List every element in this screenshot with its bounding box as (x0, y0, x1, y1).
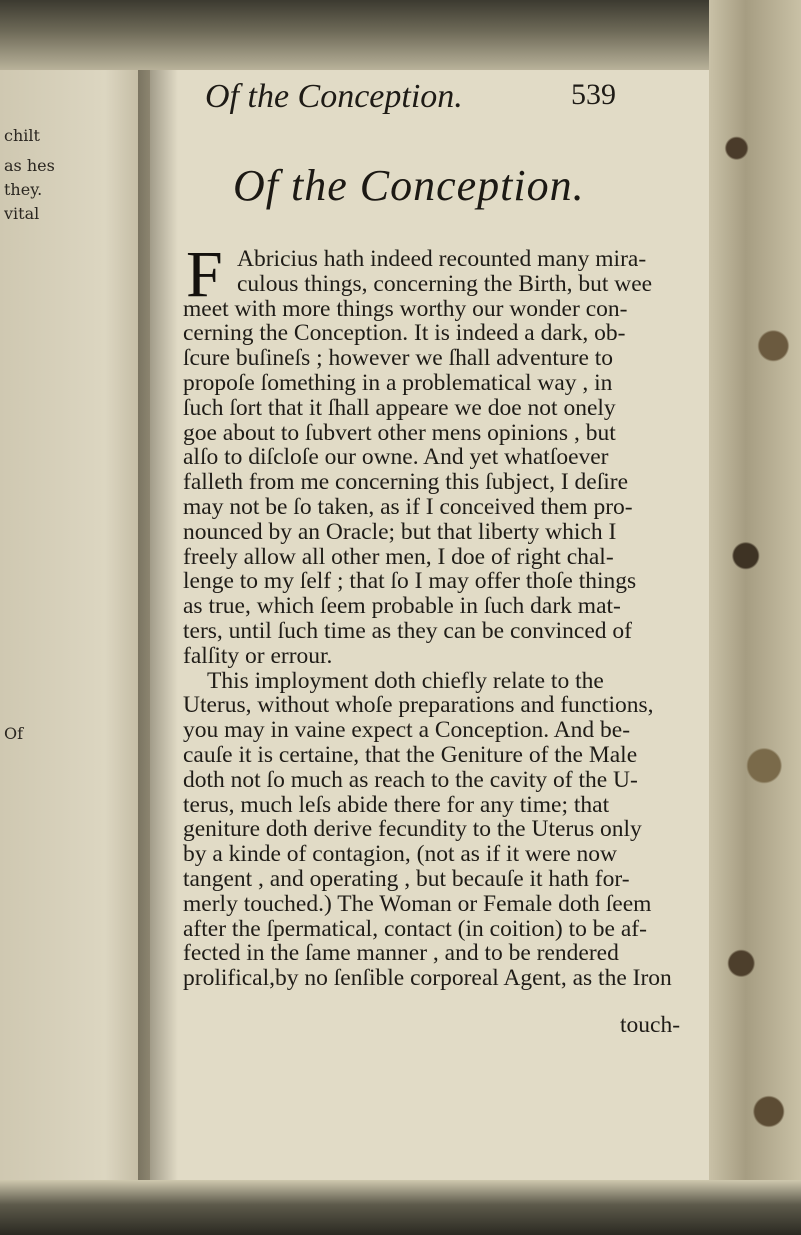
text-line: fected in the ſame manner , and to be rendered (183, 940, 619, 967)
text-line: you may in vaine expect a Conception. And be- (183, 717, 631, 744)
drop-cap: F (186, 238, 223, 311)
margin-fragment: chilt (4, 126, 40, 145)
margin-fragment: they. (4, 180, 43, 199)
text-line: may not be ſo taken, as if I conceived them pro- (183, 493, 633, 520)
text-line: nounced by an Oracle; but that liberty which I (183, 518, 617, 545)
text-line: This imployment doth chiefly relate to the (207, 667, 604, 694)
text-line: Uterus, without whoſe preparations and functions, (183, 692, 654, 719)
margin-fragment: Of (4, 724, 24, 743)
text-line: geniture doth derive fecundity to the Uterus only (183, 816, 642, 843)
text-line: goe about to ſubvert other mens opinions , but (183, 419, 616, 446)
margin-fragment: as hes (4, 156, 55, 175)
text-line: ters, until ſuch time as they can be convinced of (183, 617, 632, 644)
text-line: cauſe it is certaine, that the Geniture of the Male (183, 741, 638, 768)
catchword: touch- (620, 1012, 681, 1038)
running-title: Of the Conception. (205, 78, 463, 115)
text-line: freely allow all other men, I doe of right chal- (183, 543, 614, 570)
page-number: 539 (571, 78, 616, 111)
text-line: prolifical,by no ſenſible corporeal Agent, as the Iron (183, 965, 672, 992)
text-line: falleth from me concerning this ſubject, I deſire (183, 469, 629, 496)
text-line: as true, which ſeem probable in ſuch dark mat- (183, 593, 621, 620)
margin-fragment: vital (4, 204, 40, 223)
text-line: merly touched.) The Woman or Female doth ſeem (183, 890, 652, 917)
text-line: propoſe ſomething in a problematical way , in (183, 369, 613, 396)
book-top-edge (0, 0, 801, 70)
text-line: alſo to diſcloſe our owne. And yet whatſoever (183, 444, 609, 471)
text-line: tangent , and operating , but becauſe it hath for- (183, 865, 630, 892)
body-text (183, 238, 768, 992)
text-line: falſity or errour. (183, 642, 333, 669)
book-bottom-edge (0, 1180, 801, 1235)
text-line: by a kinde of contagion, (not as if it were now (183, 841, 617, 868)
text-line: ſuch ſort that it ſhall appeare we doe not onely (183, 394, 616, 421)
text-line: meet with more things worthy our wonder con- (183, 295, 628, 322)
text-line: cerning the Conception. It is indeed a dark, ob- (183, 320, 626, 347)
gutter-shadow (138, 70, 178, 1180)
text-line: doth not ſo much as reach to the cavity of the U- (183, 766, 638, 793)
text-line: culous things, concerning the Birth, but wee (237, 270, 653, 297)
text-line: terus, much leſs abide there for any time; that (183, 791, 610, 818)
previous-page-edge (0, 70, 150, 1180)
text-line: Abricius hath indeed recounted many mira- (237, 246, 647, 272)
text-line: lenge to my ſelf ; that ſo I may offer thoſe things (183, 568, 637, 595)
chapter-title: Of the Conception. (233, 161, 585, 210)
text-line: after the ſpermatical, contact (in coition) to be af- (183, 915, 647, 942)
text-line: ſcure buſineſs ; however we ſhall adventure to (183, 345, 614, 372)
